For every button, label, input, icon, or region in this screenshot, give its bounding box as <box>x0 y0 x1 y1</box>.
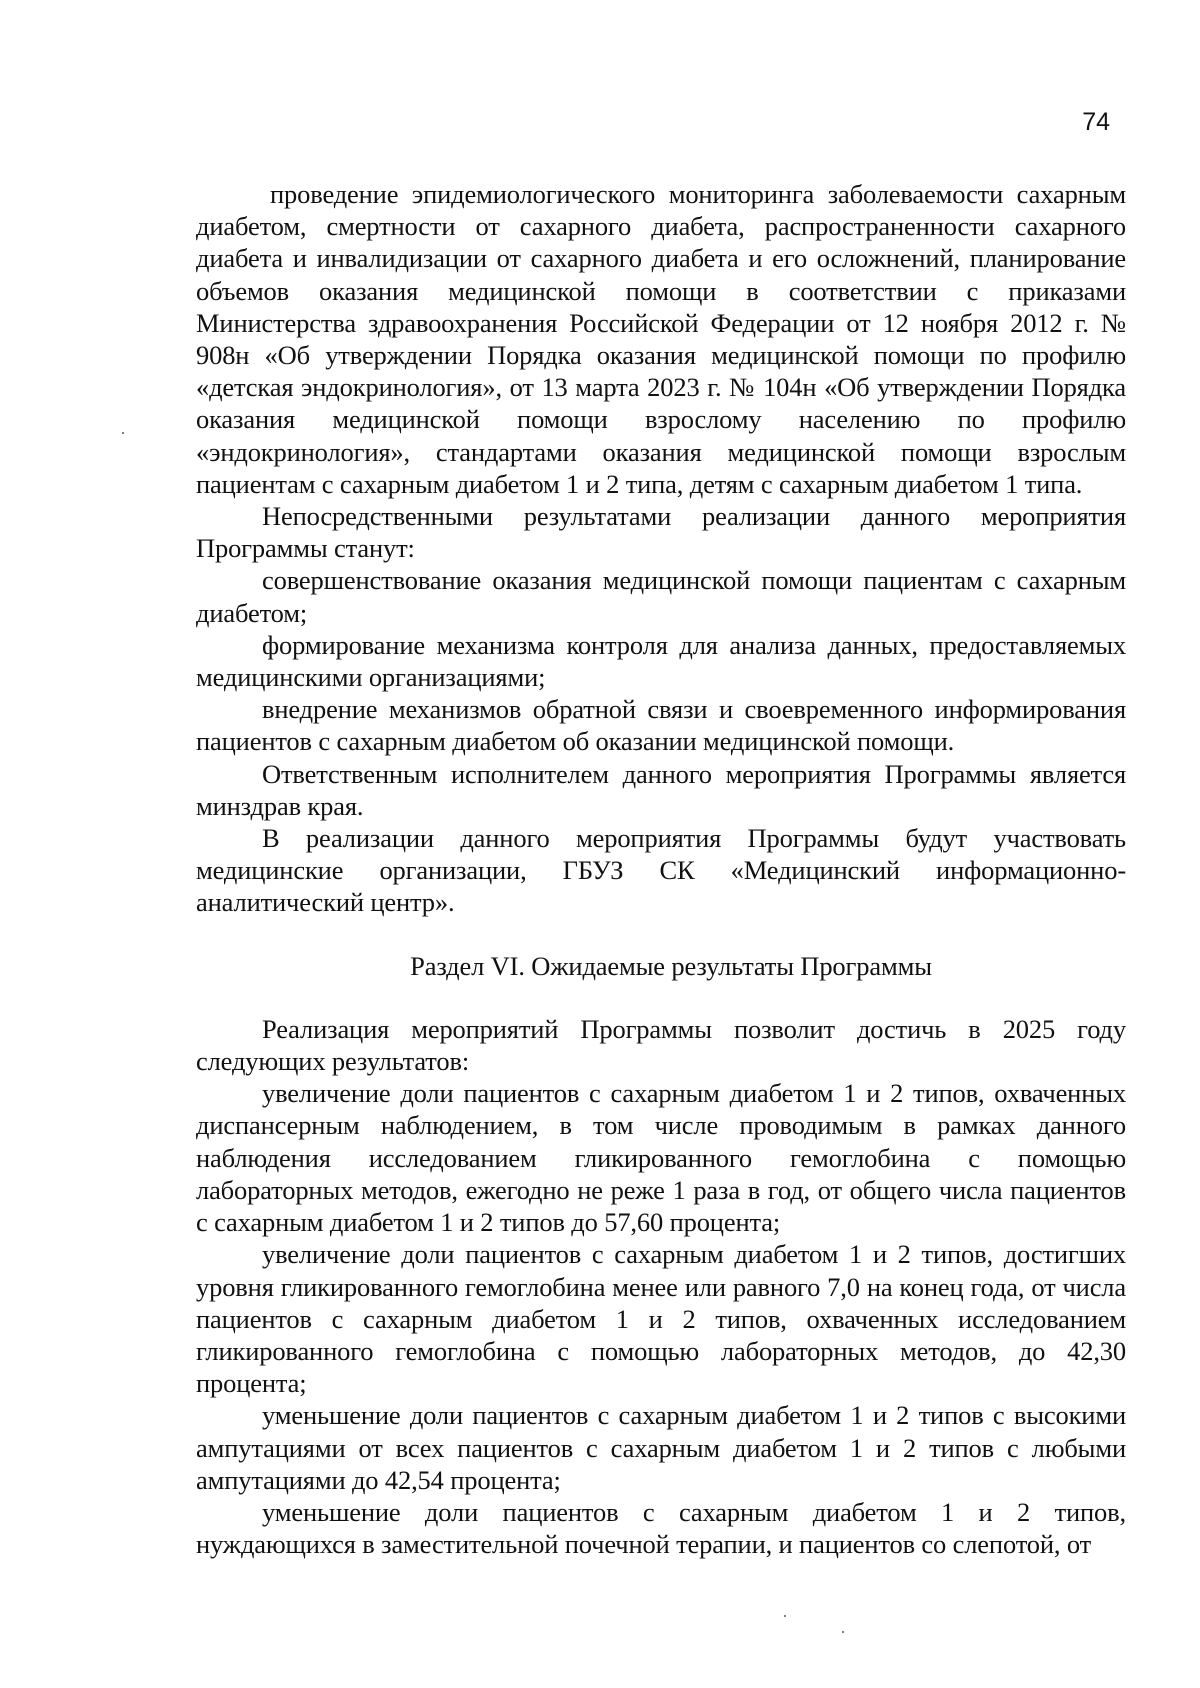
paragraph-participants: В реализации данного мероприятия Программы будут участвовать медицинские организации, ГБУЗ СК «Медицинский информационно-аналитический центр». <box>196 823 1126 918</box>
scan-speck <box>784 1615 786 1617</box>
list-item-amputations: уменьшение доли пациентов с сахарным диабетом 1 и 2 типов с высокими ампутациями от всех пациентов с сахарным диабетом 1 и 2 типов с любыми ампутациями до 42,54 процента; <box>196 1400 1126 1495</box>
paragraph-monitoring: проведение эпидемиологического мониторинга заболеваемости сахарным диабетом, смертности от сахарного диабета, распространенности сахарного диабета и инвалидизации от сахарного диабета и его осложнений, планирование объемов оказания медицинской помощи в соответствии с приказами Министерства здравоохранения Российской Федерации от 12 ноября 2012 г. № 908н «Об утверждении Порядка оказания медицинской помощи по профилю «детская эндокринология», от 13 марта 2023 г. № 104н «Об утверждении Порядка оказания медицинской помощи взрослому населению по профилю «эндокринология», стандартами оказания медицинской помощи взрослым пациентам с сахарным диабетом 1 и 2 типа, детям с сахарным диабетом 1 типа. <box>196 179 1126 499</box>
list-item-control-mechanism: формирование механизма контроля для анализа данных, предоставляемых медицинскими организациями; <box>196 629 1126 693</box>
list-item-improvement: совершенствование оказания медицинской помощи пациентам с сахарным диабетом; <box>196 565 1126 628</box>
list-item-dispensary-coverage: увеличение доли пациентов с сахарным диабетом 1 и 2 типов, охваченных диспансерным наблюдением, в том числе проводимым в рамках данного наблюдения исследованием гликированного гемоглобина с помощью лабораторных методов, ежегодно не реже 1 раза в год, от общего числа пациентов с сахарным диабетом 1 и 2 типов до 57,60 процента; <box>196 1078 1126 1238</box>
document-body <box>196 178 1126 1560</box>
paragraph-expected-intro: Реализация мероприятий Программы позволит достичь в 2025 году следующих результатов: <box>196 1013 1126 1077</box>
paragraph-direct-results-intro: Непосредственными результатами реализации данного мероприятия Программы станут: <box>196 501 1126 564</box>
section-heading: Раздел VI. Ожидаемые результаты Программы <box>410 950 932 981</box>
page-number: 74 <box>1082 108 1110 136</box>
list-item-feedback: внедрение механизмов обратной связи и своевременного информирования пациентов с сахарным диабетом об оказании медицинской помощи. <box>196 694 1126 757</box>
list-item-renal-therapy: уменьшение доли пациентов с сахарным диабетом 1 и 2 типов, нуждающихся в заместительной почечной терапии, и пациентов со слепотой, от <box>196 1496 1126 1560</box>
paragraph-responsible-executor: Ответственным исполнителем данного мероприятия Программы является минздрав края. <box>196 758 1126 821</box>
scan-speck <box>842 1631 844 1633</box>
list-item-hemoglobin-target: увеличение доли пациентов с сахарным диабетом 1 и 2 типов, достигших уровня гликированного гемоглобина менее или равного 7,0 на конец года, от числа пациентов с сахарным диабетом 1 и 2 типов, охваченных исследованием гликированного гемоглобина с помощью лабораторных методов, до 42,30 процента; <box>196 1239 1126 1399</box>
scan-speck <box>122 432 124 434</box>
